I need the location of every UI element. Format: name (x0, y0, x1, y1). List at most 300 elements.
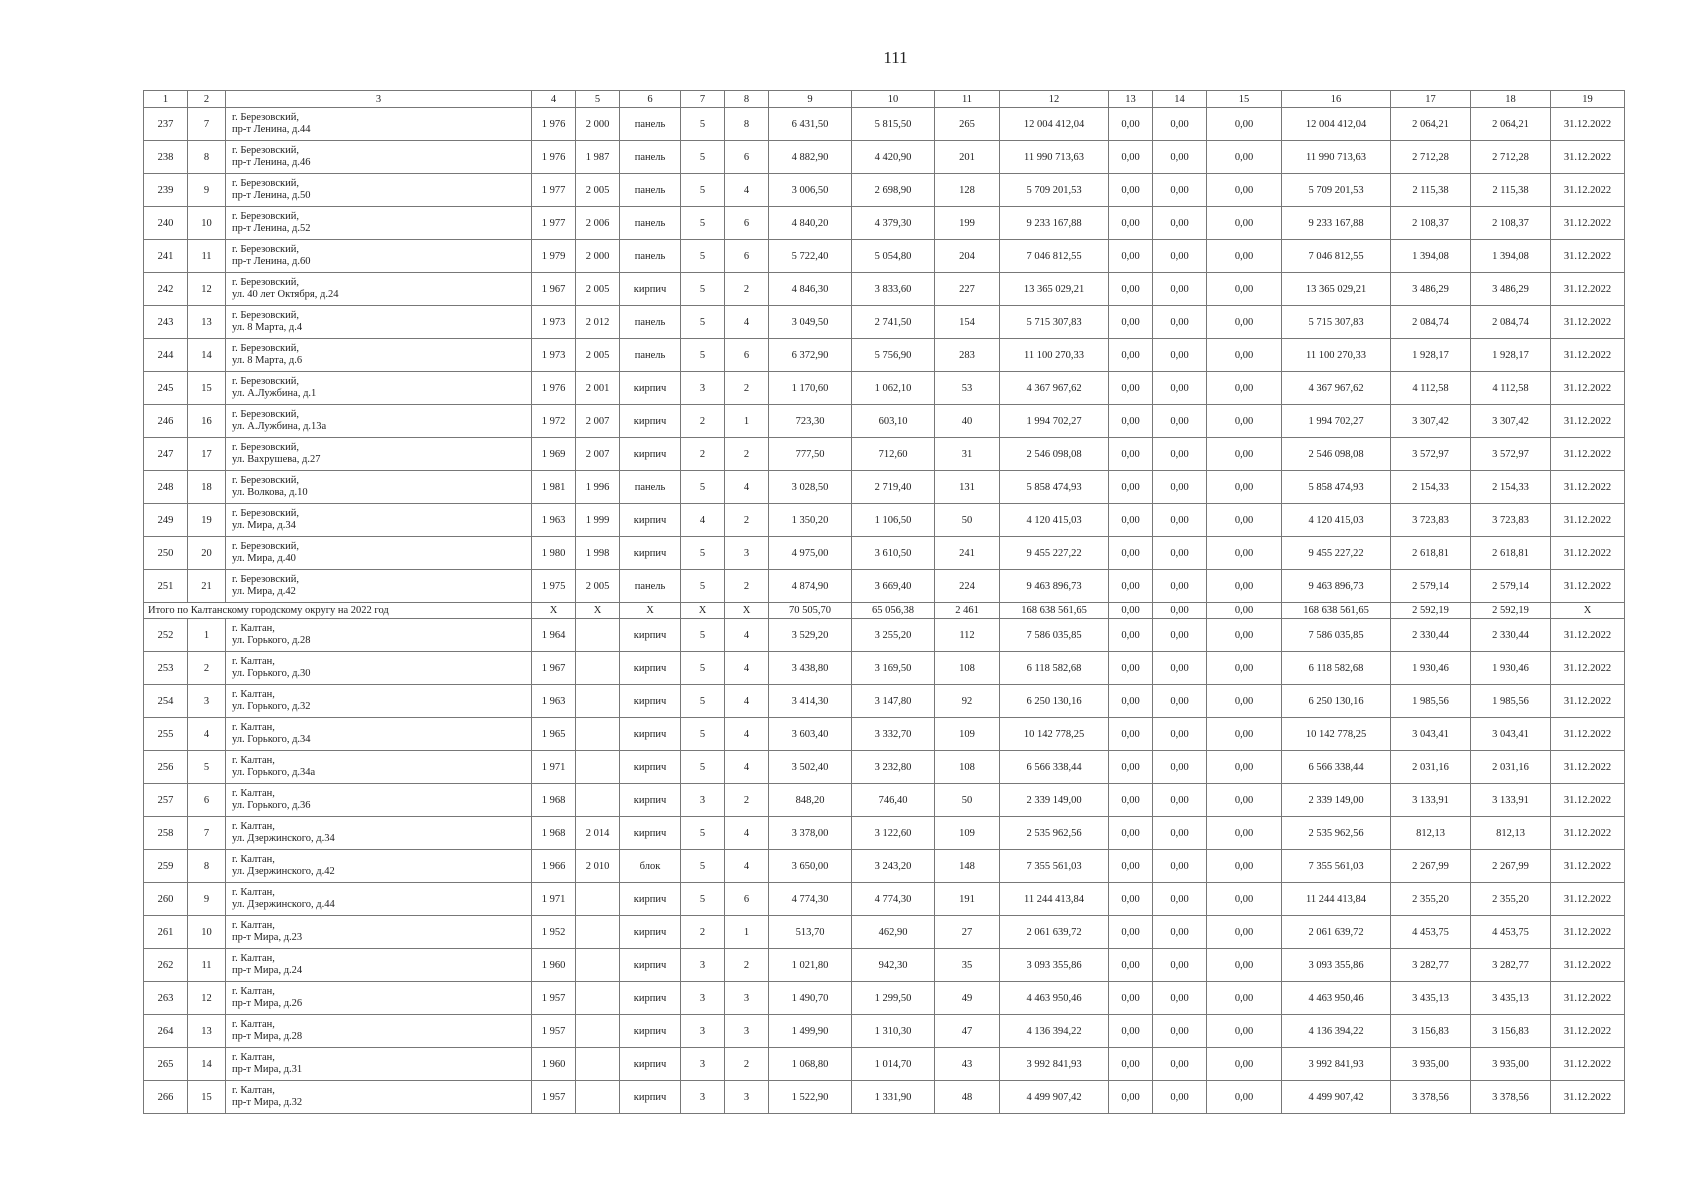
total-cell-col-12: 168 638 561,65 (1000, 603, 1109, 619)
cell-col-10: 1 331,90 (852, 1081, 935, 1114)
cell-col-4: 1 963 (532, 685, 576, 718)
address-city: г. Калтан, (232, 887, 275, 898)
cell-col-6: кирпич (620, 685, 681, 718)
cell-col-6: панель (620, 570, 681, 603)
address-cell (226, 751, 532, 784)
cell-col-8: 2 (725, 438, 769, 471)
cell-col-19: 31.12.2022 (1551, 685, 1625, 718)
address-city: г. Березовский, (232, 442, 299, 453)
row-number-cell: 260 (144, 883, 188, 916)
cell-col-5: 2 006 (576, 207, 620, 240)
address-street: ул. Дзержинского, д.42 (232, 866, 335, 877)
cell-col-5: 2 005 (576, 570, 620, 603)
cell-col-18: 812,13 (1471, 817, 1551, 850)
cell-col-10: 3 669,40 (852, 570, 935, 603)
cell-col-5 (576, 982, 620, 1015)
cell-col-5: 2 007 (576, 405, 620, 438)
item-number-cell: 5 (188, 751, 226, 784)
total-cell-col-13: 0,00 (1109, 603, 1153, 619)
cell-col-9: 4 846,30 (769, 273, 852, 306)
cell-col-4: 1 966 (532, 850, 576, 883)
row-number-cell: 257 (144, 784, 188, 817)
cell-col-10: 5 815,50 (852, 108, 935, 141)
cell-col-16: 4 120 415,03 (1282, 504, 1391, 537)
total-cell-col-5: X (576, 603, 620, 619)
cell-col-13: 0,00 (1109, 537, 1153, 570)
cell-col-11: 154 (935, 306, 1000, 339)
address-street: пр-т Мира, д.28 (232, 1031, 303, 1042)
cell-col-4: 1 957 (532, 1081, 576, 1114)
cell-col-5 (576, 1048, 620, 1081)
cell-col-16: 2 061 639,72 (1282, 916, 1391, 949)
cell-col-16: 1 994 702,27 (1282, 405, 1391, 438)
total-cell-col-11: 2 461 (935, 603, 1000, 619)
cell-col-7: 3 (681, 1015, 725, 1048)
row-number-cell: 261 (144, 916, 188, 949)
cell-col-5: 2 001 (576, 372, 620, 405)
cell-col-13: 0,00 (1109, 240, 1153, 273)
table-row (144, 405, 1625, 438)
cell-col-11: 283 (935, 339, 1000, 372)
cell-col-6: панель (620, 471, 681, 504)
cell-col-4: 1 975 (532, 570, 576, 603)
cell-col-19: 31.12.2022 (1551, 619, 1625, 652)
item-number-cell: 14 (188, 1048, 226, 1081)
cell-col-11: 227 (935, 273, 1000, 306)
cell-col-12: 12 004 412,04 (1000, 108, 1109, 141)
cell-col-19: 31.12.2022 (1551, 273, 1625, 306)
cell-col-11: 112 (935, 619, 1000, 652)
address-street: пр-т Ленина, д.52 (232, 223, 311, 234)
cell-col-12: 10 142 778,25 (1000, 718, 1109, 751)
item-number-cell: 7 (188, 817, 226, 850)
item-number-cell: 12 (188, 273, 226, 306)
table-row (144, 685, 1625, 718)
address-cell (226, 718, 532, 751)
cell-col-14: 0,00 (1153, 504, 1207, 537)
column-header: 3 (226, 91, 532, 108)
cell-col-6: кирпич (620, 1048, 681, 1081)
item-number-cell: 10 (188, 916, 226, 949)
cell-col-17: 2 712,28 (1391, 141, 1471, 174)
cell-col-6: панель (620, 339, 681, 372)
cell-col-14: 0,00 (1153, 784, 1207, 817)
address-street: ул. 8 Марта, д.4 (232, 322, 303, 333)
item-number-cell: 2 (188, 652, 226, 685)
cell-col-19: 31.12.2022 (1551, 949, 1625, 982)
cell-col-12: 11 990 713,63 (1000, 141, 1109, 174)
address-cell (226, 339, 532, 372)
cell-col-5: 1 987 (576, 141, 620, 174)
cell-col-11: 109 (935, 817, 1000, 850)
cell-col-14: 0,00 (1153, 339, 1207, 372)
cell-col-4: 1 960 (532, 1048, 576, 1081)
column-header: 18 (1471, 91, 1551, 108)
cell-col-16: 11 990 713,63 (1282, 141, 1391, 174)
cell-col-14: 0,00 (1153, 273, 1207, 306)
cell-col-8: 8 (725, 108, 769, 141)
row-number-cell: 263 (144, 982, 188, 1015)
address-street: ул. Горького, д.30 (232, 668, 311, 679)
cell-col-10: 3 169,50 (852, 652, 935, 685)
cell-col-6: кирпич (620, 273, 681, 306)
cell-col-14: 0,00 (1153, 174, 1207, 207)
column-header: 15 (1207, 91, 1282, 108)
row-number-cell: 241 (144, 240, 188, 273)
cell-col-18: 2 031,16 (1471, 751, 1551, 784)
cell-col-5: 2 005 (576, 339, 620, 372)
cell-col-10: 3 122,60 (852, 817, 935, 850)
cell-col-14: 0,00 (1153, 240, 1207, 273)
item-number-cell: 14 (188, 339, 226, 372)
cell-col-4: 1 963 (532, 504, 576, 537)
cell-col-8: 4 (725, 471, 769, 504)
cell-col-18: 4 112,58 (1471, 372, 1551, 405)
row-number-cell: 246 (144, 405, 188, 438)
cell-col-14: 0,00 (1153, 685, 1207, 718)
cell-col-5: 2 012 (576, 306, 620, 339)
cell-col-15: 0,00 (1207, 1081, 1282, 1114)
cell-col-19: 31.12.2022 (1551, 141, 1625, 174)
item-number-cell: 20 (188, 537, 226, 570)
total-cell-col-8: X (725, 603, 769, 619)
cell-col-10: 3 833,60 (852, 273, 935, 306)
cell-col-19: 31.12.2022 (1551, 174, 1625, 207)
cell-col-19: 31.12.2022 (1551, 817, 1625, 850)
cell-col-10: 5 054,80 (852, 240, 935, 273)
cell-col-8: 4 (725, 174, 769, 207)
address-street: пр-т Мира, д.26 (232, 998, 303, 1009)
total-cell-col-7: X (681, 603, 725, 619)
cell-col-9: 4 840,20 (769, 207, 852, 240)
cell-col-5 (576, 883, 620, 916)
address-city: г. Березовский, (232, 244, 299, 255)
address-street: ул. Горького, д.34а (232, 767, 316, 778)
cell-col-4: 1 977 (532, 207, 576, 240)
cell-col-15: 0,00 (1207, 982, 1282, 1015)
total-row (144, 603, 1625, 619)
cell-col-9: 3 414,30 (769, 685, 852, 718)
cell-col-17: 3 307,42 (1391, 405, 1471, 438)
address-street: ул. Мира, д.40 (232, 553, 296, 564)
column-header: 6 (620, 91, 681, 108)
cell-col-5 (576, 949, 620, 982)
cell-col-17: 2 330,44 (1391, 619, 1471, 652)
cell-col-16: 6 566 338,44 (1282, 751, 1391, 784)
cell-col-4: 1 976 (532, 372, 576, 405)
address-city: г. Калтан, (232, 953, 275, 964)
cell-col-14: 0,00 (1153, 916, 1207, 949)
cell-col-11: 53 (935, 372, 1000, 405)
cell-col-13: 0,00 (1109, 751, 1153, 784)
cell-col-16: 9 455 227,22 (1282, 537, 1391, 570)
cell-col-11: 43 (935, 1048, 1000, 1081)
cell-col-17: 3 435,13 (1391, 982, 1471, 1015)
cell-col-12: 4 120 415,03 (1000, 504, 1109, 537)
cell-col-19: 31.12.2022 (1551, 1081, 1625, 1114)
cell-col-17: 2 355,20 (1391, 883, 1471, 916)
cell-col-10: 1 310,30 (852, 1015, 935, 1048)
cell-col-14: 0,00 (1153, 372, 1207, 405)
address-cell (226, 372, 532, 405)
item-number-cell: 17 (188, 438, 226, 471)
cell-col-12: 4 463 950,46 (1000, 982, 1109, 1015)
table-row (144, 108, 1625, 141)
cell-col-11: 48 (935, 1081, 1000, 1114)
address-cell (226, 405, 532, 438)
item-number-cell: 13 (188, 306, 226, 339)
cell-col-10: 3 232,80 (852, 751, 935, 784)
total-cell-col-16: 168 638 561,65 (1282, 603, 1391, 619)
address-cell (226, 949, 532, 982)
column-header: 16 (1282, 91, 1391, 108)
cell-col-18: 3 156,83 (1471, 1015, 1551, 1048)
cell-col-15: 0,00 (1207, 751, 1282, 784)
table-row (144, 1048, 1625, 1081)
item-number-cell: 11 (188, 240, 226, 273)
item-number-cell: 12 (188, 982, 226, 1015)
row-number-cell: 262 (144, 949, 188, 982)
cell-col-9: 6 431,50 (769, 108, 852, 141)
address-street: пр-т Ленина, д.60 (232, 256, 311, 267)
cell-col-11: 191 (935, 883, 1000, 916)
item-number-cell: 10 (188, 207, 226, 240)
cell-col-10: 2 698,90 (852, 174, 935, 207)
cell-col-6: кирпич (620, 372, 681, 405)
cell-col-15: 0,00 (1207, 883, 1282, 916)
cell-col-8: 2 (725, 372, 769, 405)
column-number-row (144, 91, 1625, 108)
cell-col-14: 0,00 (1153, 405, 1207, 438)
cell-col-5: 2 005 (576, 174, 620, 207)
cell-col-5 (576, 685, 620, 718)
cell-col-13: 0,00 (1109, 883, 1153, 916)
cell-col-8: 6 (725, 339, 769, 372)
cell-col-14: 0,00 (1153, 883, 1207, 916)
cell-col-7: 5 (681, 207, 725, 240)
cell-col-19: 31.12.2022 (1551, 240, 1625, 273)
cell-col-12: 2 546 098,08 (1000, 438, 1109, 471)
cell-col-12: 2 535 962,56 (1000, 817, 1109, 850)
cell-col-10: 462,90 (852, 916, 935, 949)
cell-col-18: 2 154,33 (1471, 471, 1551, 504)
cell-col-8: 2 (725, 949, 769, 982)
cell-col-6: кирпич (620, 718, 681, 751)
cell-col-6: кирпич (620, 438, 681, 471)
cell-col-19: 31.12.2022 (1551, 916, 1625, 949)
cell-col-13: 0,00 (1109, 372, 1153, 405)
cell-col-11: 265 (935, 108, 1000, 141)
cell-col-8: 4 (725, 685, 769, 718)
column-header: 14 (1153, 91, 1207, 108)
cell-col-19: 31.12.2022 (1551, 883, 1625, 916)
cell-col-18: 3 043,41 (1471, 718, 1551, 751)
cell-col-14: 0,00 (1153, 949, 1207, 982)
cell-col-7: 5 (681, 883, 725, 916)
cell-col-14: 0,00 (1153, 982, 1207, 1015)
cell-col-9: 4 774,30 (769, 883, 852, 916)
address-street: пр-т Мира, д.32 (232, 1097, 303, 1108)
cell-col-12: 5 715 307,83 (1000, 306, 1109, 339)
table-row (144, 751, 1625, 784)
cell-col-16: 4 367 967,62 (1282, 372, 1391, 405)
cell-col-15: 0,00 (1207, 306, 1282, 339)
total-cell-col-10: 65 056,38 (852, 603, 935, 619)
address-city: г. Березовский, (232, 376, 299, 387)
cell-col-8: 3 (725, 537, 769, 570)
cell-col-12: 7 355 561,03 (1000, 850, 1109, 883)
cell-col-6: кирпич (620, 784, 681, 817)
cell-col-15: 0,00 (1207, 174, 1282, 207)
cell-col-13: 0,00 (1109, 718, 1153, 751)
cell-col-7: 2 (681, 405, 725, 438)
cell-col-19: 31.12.2022 (1551, 471, 1625, 504)
item-number-cell: 9 (188, 883, 226, 916)
cell-col-8: 4 (725, 718, 769, 751)
cell-col-16: 5 715 307,83 (1282, 306, 1391, 339)
cell-col-8: 4 (725, 619, 769, 652)
cell-col-7: 5 (681, 174, 725, 207)
address-street: пр-т Ленина, д.44 (232, 124, 311, 135)
cell-col-12: 7 046 812,55 (1000, 240, 1109, 273)
cell-col-8: 4 (725, 306, 769, 339)
cell-col-5: 2 000 (576, 240, 620, 273)
cell-col-16: 6 118 582,68 (1282, 652, 1391, 685)
table-row (144, 372, 1625, 405)
cell-col-5: 2 014 (576, 817, 620, 850)
cell-col-11: 108 (935, 751, 1000, 784)
cell-col-9: 1 021,80 (769, 949, 852, 982)
address-street: пр-т Ленина, д.46 (232, 157, 311, 168)
cell-col-19: 31.12.2022 (1551, 850, 1625, 883)
cell-col-9: 4 882,90 (769, 141, 852, 174)
cell-col-13: 0,00 (1109, 504, 1153, 537)
cell-col-4: 1 976 (532, 108, 576, 141)
address-cell (226, 207, 532, 240)
row-number-cell: 244 (144, 339, 188, 372)
cell-col-5: 2 010 (576, 850, 620, 883)
cell-col-18: 2 579,14 (1471, 570, 1551, 603)
cell-col-8: 2 (725, 273, 769, 306)
cell-col-9: 1 350,20 (769, 504, 852, 537)
column-header: 7 (681, 91, 725, 108)
cell-col-16: 4 499 907,42 (1282, 1081, 1391, 1114)
address-street: ул. А.Лужбина, д.13а (232, 421, 327, 432)
cell-col-17: 4 112,58 (1391, 372, 1471, 405)
cell-col-13: 0,00 (1109, 784, 1153, 817)
cell-col-7: 5 (681, 718, 725, 751)
table-body (144, 108, 1625, 1114)
cell-col-7: 5 (681, 141, 725, 174)
cell-col-6: панель (620, 306, 681, 339)
cell-col-11: 241 (935, 537, 1000, 570)
cell-col-13: 0,00 (1109, 652, 1153, 685)
cell-col-17: 1 930,46 (1391, 652, 1471, 685)
item-number-cell: 6 (188, 784, 226, 817)
cell-col-7: 3 (681, 949, 725, 982)
address-street: ул. 8 Марта, д.6 (232, 355, 303, 366)
cell-col-10: 5 756,90 (852, 339, 935, 372)
address-cell (226, 685, 532, 718)
cell-col-5: 2 000 (576, 108, 620, 141)
cell-col-7: 5 (681, 240, 725, 273)
cell-col-10: 603,10 (852, 405, 935, 438)
cell-col-14: 0,00 (1153, 751, 1207, 784)
cell-col-5 (576, 718, 620, 751)
cell-col-11: 201 (935, 141, 1000, 174)
cell-col-10: 2 741,50 (852, 306, 935, 339)
row-number-cell: 256 (144, 751, 188, 784)
cell-col-16: 12 004 412,04 (1282, 108, 1391, 141)
table-row (144, 207, 1625, 240)
cell-col-10: 4 774,30 (852, 883, 935, 916)
cell-col-15: 0,00 (1207, 207, 1282, 240)
item-number-cell: 15 (188, 1081, 226, 1114)
table-row (144, 141, 1625, 174)
cell-col-5 (576, 784, 620, 817)
cell-col-11: 40 (935, 405, 1000, 438)
cell-col-14: 0,00 (1153, 619, 1207, 652)
address-cell (226, 652, 532, 685)
cell-col-16: 10 142 778,25 (1282, 718, 1391, 751)
cell-col-10: 1 299,50 (852, 982, 935, 1015)
cell-col-4: 1 976 (532, 141, 576, 174)
cell-col-7: 5 (681, 273, 725, 306)
cell-col-7: 3 (681, 372, 725, 405)
cell-col-7: 5 (681, 850, 725, 883)
cell-col-9: 1 490,70 (769, 982, 852, 1015)
address-cell (226, 916, 532, 949)
cell-col-9: 5 722,40 (769, 240, 852, 273)
cell-col-7: 5 (681, 339, 725, 372)
cell-col-13: 0,00 (1109, 949, 1153, 982)
cell-col-4: 1 967 (532, 273, 576, 306)
cell-col-15: 0,00 (1207, 949, 1282, 982)
cell-col-9: 4 874,90 (769, 570, 852, 603)
column-header: 10 (852, 91, 935, 108)
cell-col-9: 6 372,90 (769, 339, 852, 372)
cell-col-14: 0,00 (1153, 850, 1207, 883)
cell-col-18: 3 307,42 (1471, 405, 1551, 438)
cell-col-7: 4 (681, 504, 725, 537)
cell-col-9: 3 028,50 (769, 471, 852, 504)
address-cell (226, 471, 532, 504)
cell-col-8: 6 (725, 207, 769, 240)
cell-col-8: 2 (725, 570, 769, 603)
table-row (144, 174, 1625, 207)
address-city: г. Березовский, (232, 574, 299, 585)
cell-col-12: 2 061 639,72 (1000, 916, 1109, 949)
cell-col-18: 3 572,97 (1471, 438, 1551, 471)
total-cell-col-19: X (1551, 603, 1625, 619)
cell-col-19: 31.12.2022 (1551, 982, 1625, 1015)
row-number-cell: 247 (144, 438, 188, 471)
cell-col-16: 6 250 130,16 (1282, 685, 1391, 718)
cell-col-18: 2 355,20 (1471, 883, 1551, 916)
total-cell-col-4: X (532, 603, 576, 619)
cell-col-13: 0,00 (1109, 339, 1153, 372)
cell-col-4: 1 973 (532, 339, 576, 372)
cell-col-12: 4 499 907,42 (1000, 1081, 1109, 1114)
address-city: г. Березовский, (232, 277, 299, 288)
cell-col-19: 31.12.2022 (1551, 504, 1625, 537)
cell-col-16: 5 709 201,53 (1282, 174, 1391, 207)
cell-col-14: 0,00 (1153, 207, 1207, 240)
cell-col-4: 1 977 (532, 174, 576, 207)
cell-col-17: 812,13 (1391, 817, 1471, 850)
cell-col-7: 5 (681, 471, 725, 504)
cell-col-15: 0,00 (1207, 372, 1282, 405)
